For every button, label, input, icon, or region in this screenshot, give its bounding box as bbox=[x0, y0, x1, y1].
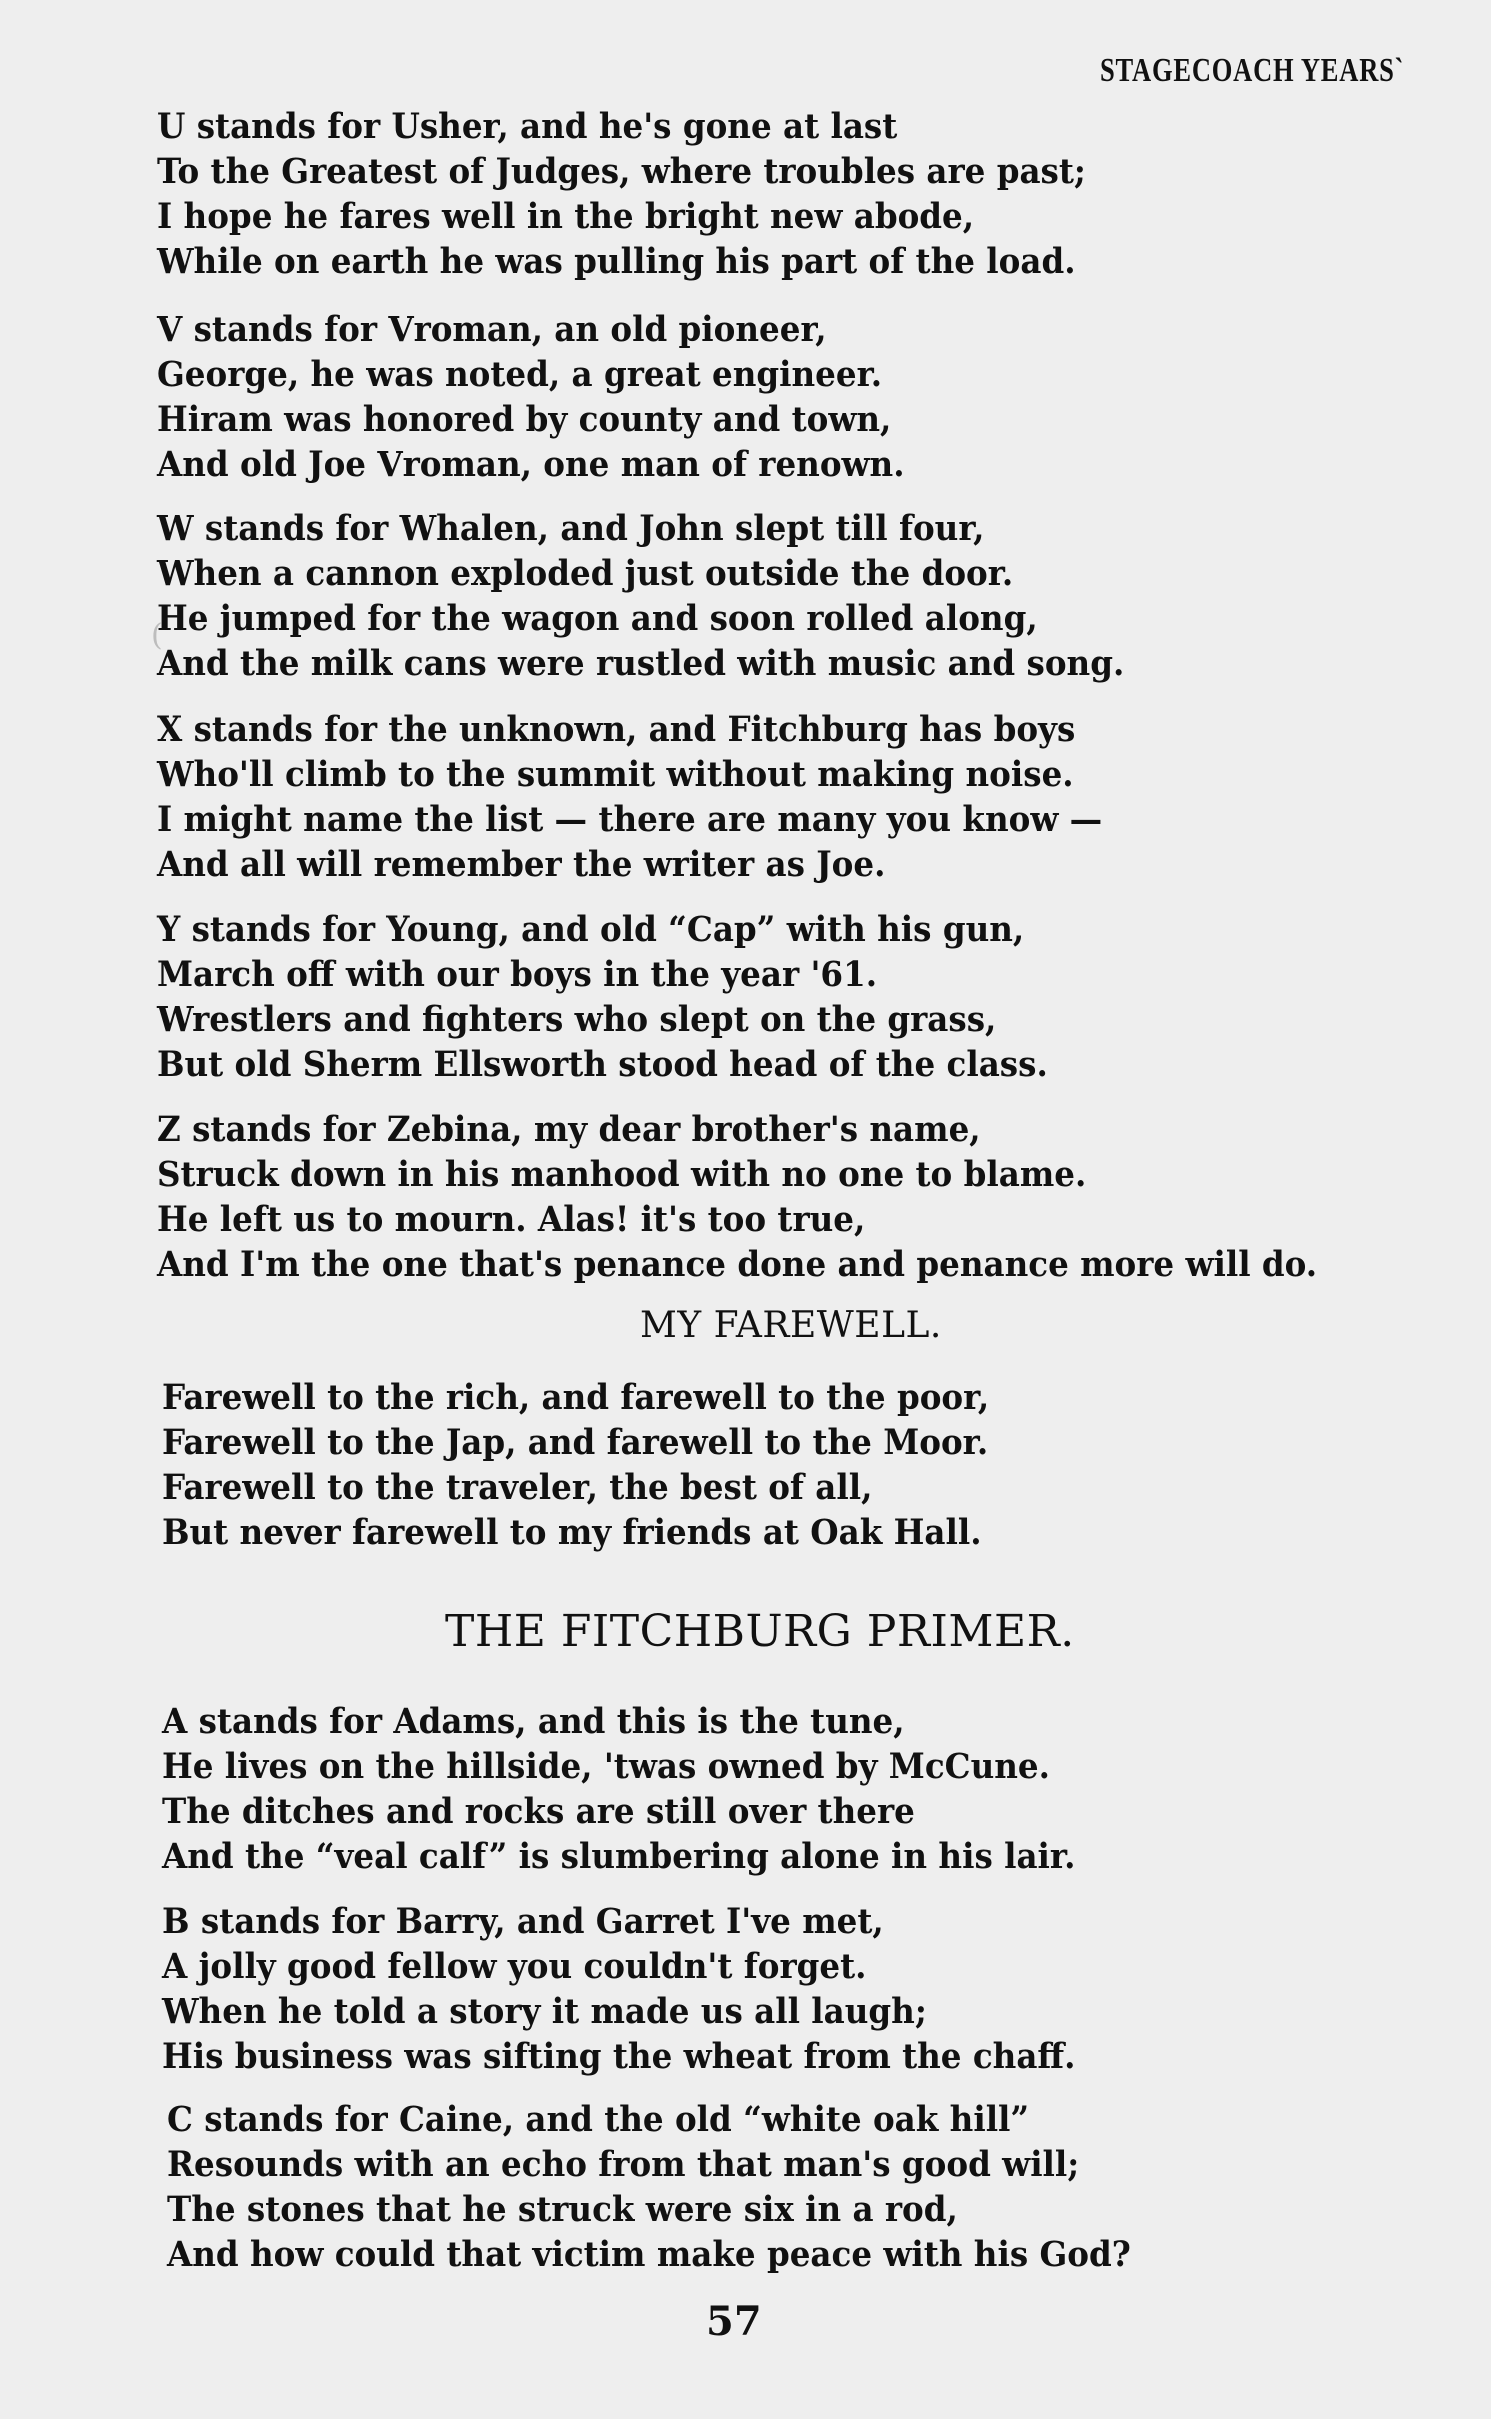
stanza-v bbox=[157, 307, 961, 487]
verse-line: B stands for Barry, and Garret I've met, bbox=[162, 1901, 884, 1942]
verse-line: March off with our boys in the year '61. bbox=[157, 954, 878, 995]
margin-mark: ( bbox=[151, 618, 163, 653]
verse-line: U stands for Usher, and he's gone at last bbox=[157, 106, 898, 147]
stanza-z bbox=[157, 1107, 1404, 1287]
verse-line: He jumped for the wagon and soon rolled along, bbox=[157, 598, 1038, 639]
stanza-farewell bbox=[162, 1375, 1052, 1555]
verse-line: And all will remember the writer as Joe. bbox=[157, 844, 886, 885]
stanza-y bbox=[157, 907, 1115, 1087]
stanza-x bbox=[157, 707, 1173, 887]
stanza-u bbox=[157, 104, 1156, 284]
farewell-heading: MY FAREWELL. bbox=[640, 1305, 942, 1346]
verse-line: When he told a story it made us all laugh; bbox=[162, 1991, 927, 2032]
verse-line: And how could that victim make peace with his God? bbox=[167, 2234, 1131, 2275]
verse-line: He lives on the hillside, 'twas owned by McCune. bbox=[162, 1746, 1050, 1787]
verse-line: And old Joe Vroman, one man of renown. bbox=[157, 444, 905, 485]
verse-line: But never farewell to my friends at Oak Hall. bbox=[162, 1512, 982, 1553]
verse-line: His business was sifting the wheat from the chaff. bbox=[162, 2036, 1076, 2077]
verse-line: While on earth he was pulling his part of the load. bbox=[157, 241, 1076, 282]
verse-line: The ditches and rocks are still over there bbox=[162, 1791, 915, 1832]
stanza-a bbox=[162, 1699, 1144, 1879]
verse-line: When a cannon exploded just outside the door. bbox=[157, 553, 1014, 594]
running-head: STAGECOACH YEARS` bbox=[1100, 52, 1405, 89]
verse-line: V stands for Vroman, an old pioneer, bbox=[157, 309, 827, 350]
verse-line: Y stands for Young, and old “Cap” with his gun, bbox=[157, 909, 1025, 950]
verse-line: Z stands for Zebina, my dear brother's name, bbox=[157, 1109, 981, 1150]
primer-heading: THE FITCHBURG PRIMER. bbox=[445, 1606, 1075, 1657]
verse-line: Farewell to the rich, and farewell to the poor, bbox=[162, 1377, 990, 1418]
verse-line: A jolly good fellow you couldn't forget. bbox=[162, 1946, 867, 1987]
verse-line: W stands for Whalen, and John slept till four, bbox=[157, 508, 985, 549]
verse-line: Hiram was honored by county and town, bbox=[157, 399, 892, 440]
verse-line: A stands for Adams, and this is the tune, bbox=[162, 1701, 905, 1742]
verse-line: But old Sherm Ellsworth stood head of the class. bbox=[157, 1044, 1048, 1085]
page-number: 57 bbox=[706, 2298, 762, 2345]
verse-line: And the “veal calf” is slumbering alone in his lair. bbox=[162, 1836, 1076, 1877]
verse-line: Who'll climb to the summit without making noise. bbox=[157, 754, 1074, 795]
verse-line: To the Greatest of Judges, where troubles are past; bbox=[157, 151, 1086, 192]
verse-line: Wrestlers and fighters who slept on the grass, bbox=[157, 999, 997, 1040]
verse-line: And the milk cans were rustled with music and song. bbox=[157, 643, 1125, 684]
verse-line: Farewell to the Jap, and farewell to the Moor. bbox=[162, 1422, 989, 1463]
verse-line: Resounds with an echo from that man's good will; bbox=[167, 2144, 1080, 2185]
stanza-c bbox=[167, 2097, 1203, 2277]
verse-line: The stones that he struck were six in a rod, bbox=[167, 2189, 958, 2230]
verse-line: C stands for Caine, and the old “white oak hill” bbox=[167, 2099, 1030, 2140]
verse-line: Struck down in his manhood with no one to blame. bbox=[157, 1154, 1087, 1195]
verse-line: George, he was noted, a great engineer. bbox=[157, 354, 883, 395]
stanza-b bbox=[162, 1899, 1144, 2079]
stanza-w bbox=[157, 506, 1197, 686]
verse-line: And I'm the one that's penance done and penance more will do. bbox=[157, 1244, 1318, 1285]
verse-line: I hope he fares well in the bright new abode, bbox=[157, 196, 975, 237]
verse-line: I might name the list — there are many you know — bbox=[157, 799, 1103, 840]
verse-line: He left us to mourn. Alas! it's too true, bbox=[157, 1199, 866, 1240]
verse-line: Farewell to the traveler, the best of all, bbox=[162, 1467, 873, 1508]
verse-line: X stands for the unknown, and Fitchburg has boys bbox=[157, 709, 1076, 750]
